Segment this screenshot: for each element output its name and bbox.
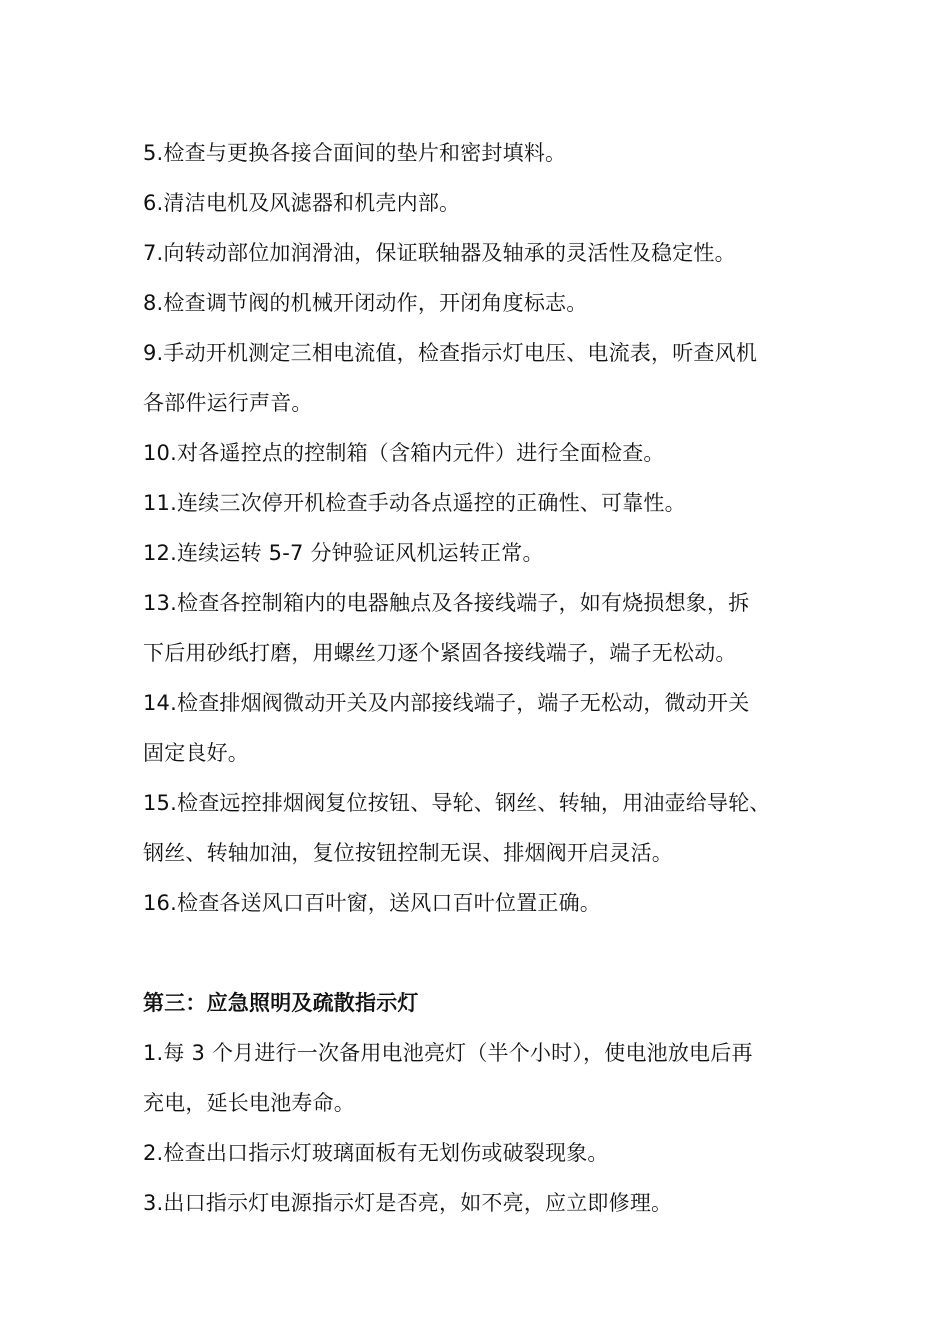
text-line: 6.清洁电机及风滤器和机壳内部。 — [143, 191, 461, 215]
text-line: 7.向转动部位加润滑油，保证联轴器及轴承的灵活性及稳定性。 — [143, 241, 736, 265]
document-body — [143, 128, 833, 1228]
text-line: 2.检查出口指示灯玻璃面板有无划伤或破裂现象。 — [143, 1141, 609, 1165]
text-line: 13.检查各控制箱内的电器触点及各接线端子，如有烧损想象，拆 — [143, 591, 750, 615]
text-line: 8.检查调节阀的机械开闭动作，开闭角度标志。 — [143, 291, 588, 315]
text-line: 各部件运行声音。 — [143, 391, 313, 415]
text-line: 5.检查与更换各接合面间的垫片和密封填料。 — [143, 141, 567, 165]
text-line: 固定良好。 — [143, 741, 249, 765]
text-line: 9.手动开机测定三相电流值，检查指示灯电压、电流表，听查风机 — [143, 341, 758, 365]
text-line: 12.连续运转 5-7 分钟验证风机运转正常。 — [143, 541, 544, 565]
paragraph-gap — [143, 928, 833, 978]
text-line: 下后用砂纸打磨，用螺丝刀逐个紧固各接线端子，端子无松动。 — [143, 641, 737, 665]
text-line: 3.出口指示灯电源指示灯是否亮，如不亮，应立即修理。 — [143, 1191, 673, 1215]
text-line: 15.检查远控排烟阀复位按钮、导轮、钢丝、转轴，用油壶给导轮、 — [143, 791, 771, 815]
text-line: 11.连续三次停开机检查手动各点遥控的正确性、可靠性。 — [143, 491, 686, 515]
text-line: 10.对各遥控点的控制箱（含箱内元件）进行全面检查。 — [143, 441, 665, 465]
text-line: 14.检查排烟阀微动开关及内部接线端子，端子无松动，微动开关 — [143, 691, 750, 715]
text-line: 钢丝、转轴加油，复位按钮控制无误、排烟阀开启灵活。 — [143, 841, 673, 865]
text-line: 16.检查各送风口百叶窗，送风口百叶位置正确。 — [143, 891, 601, 915]
section-heading: 第三：应急照明及疏散指示灯 — [143, 991, 419, 1015]
text-line: 1.每 3 个月进行一次备用电池亮灯（半个小时），使电池放电后再 — [143, 1041, 753, 1065]
text-line: 充电，延长电池寿命。 — [143, 1091, 355, 1115]
